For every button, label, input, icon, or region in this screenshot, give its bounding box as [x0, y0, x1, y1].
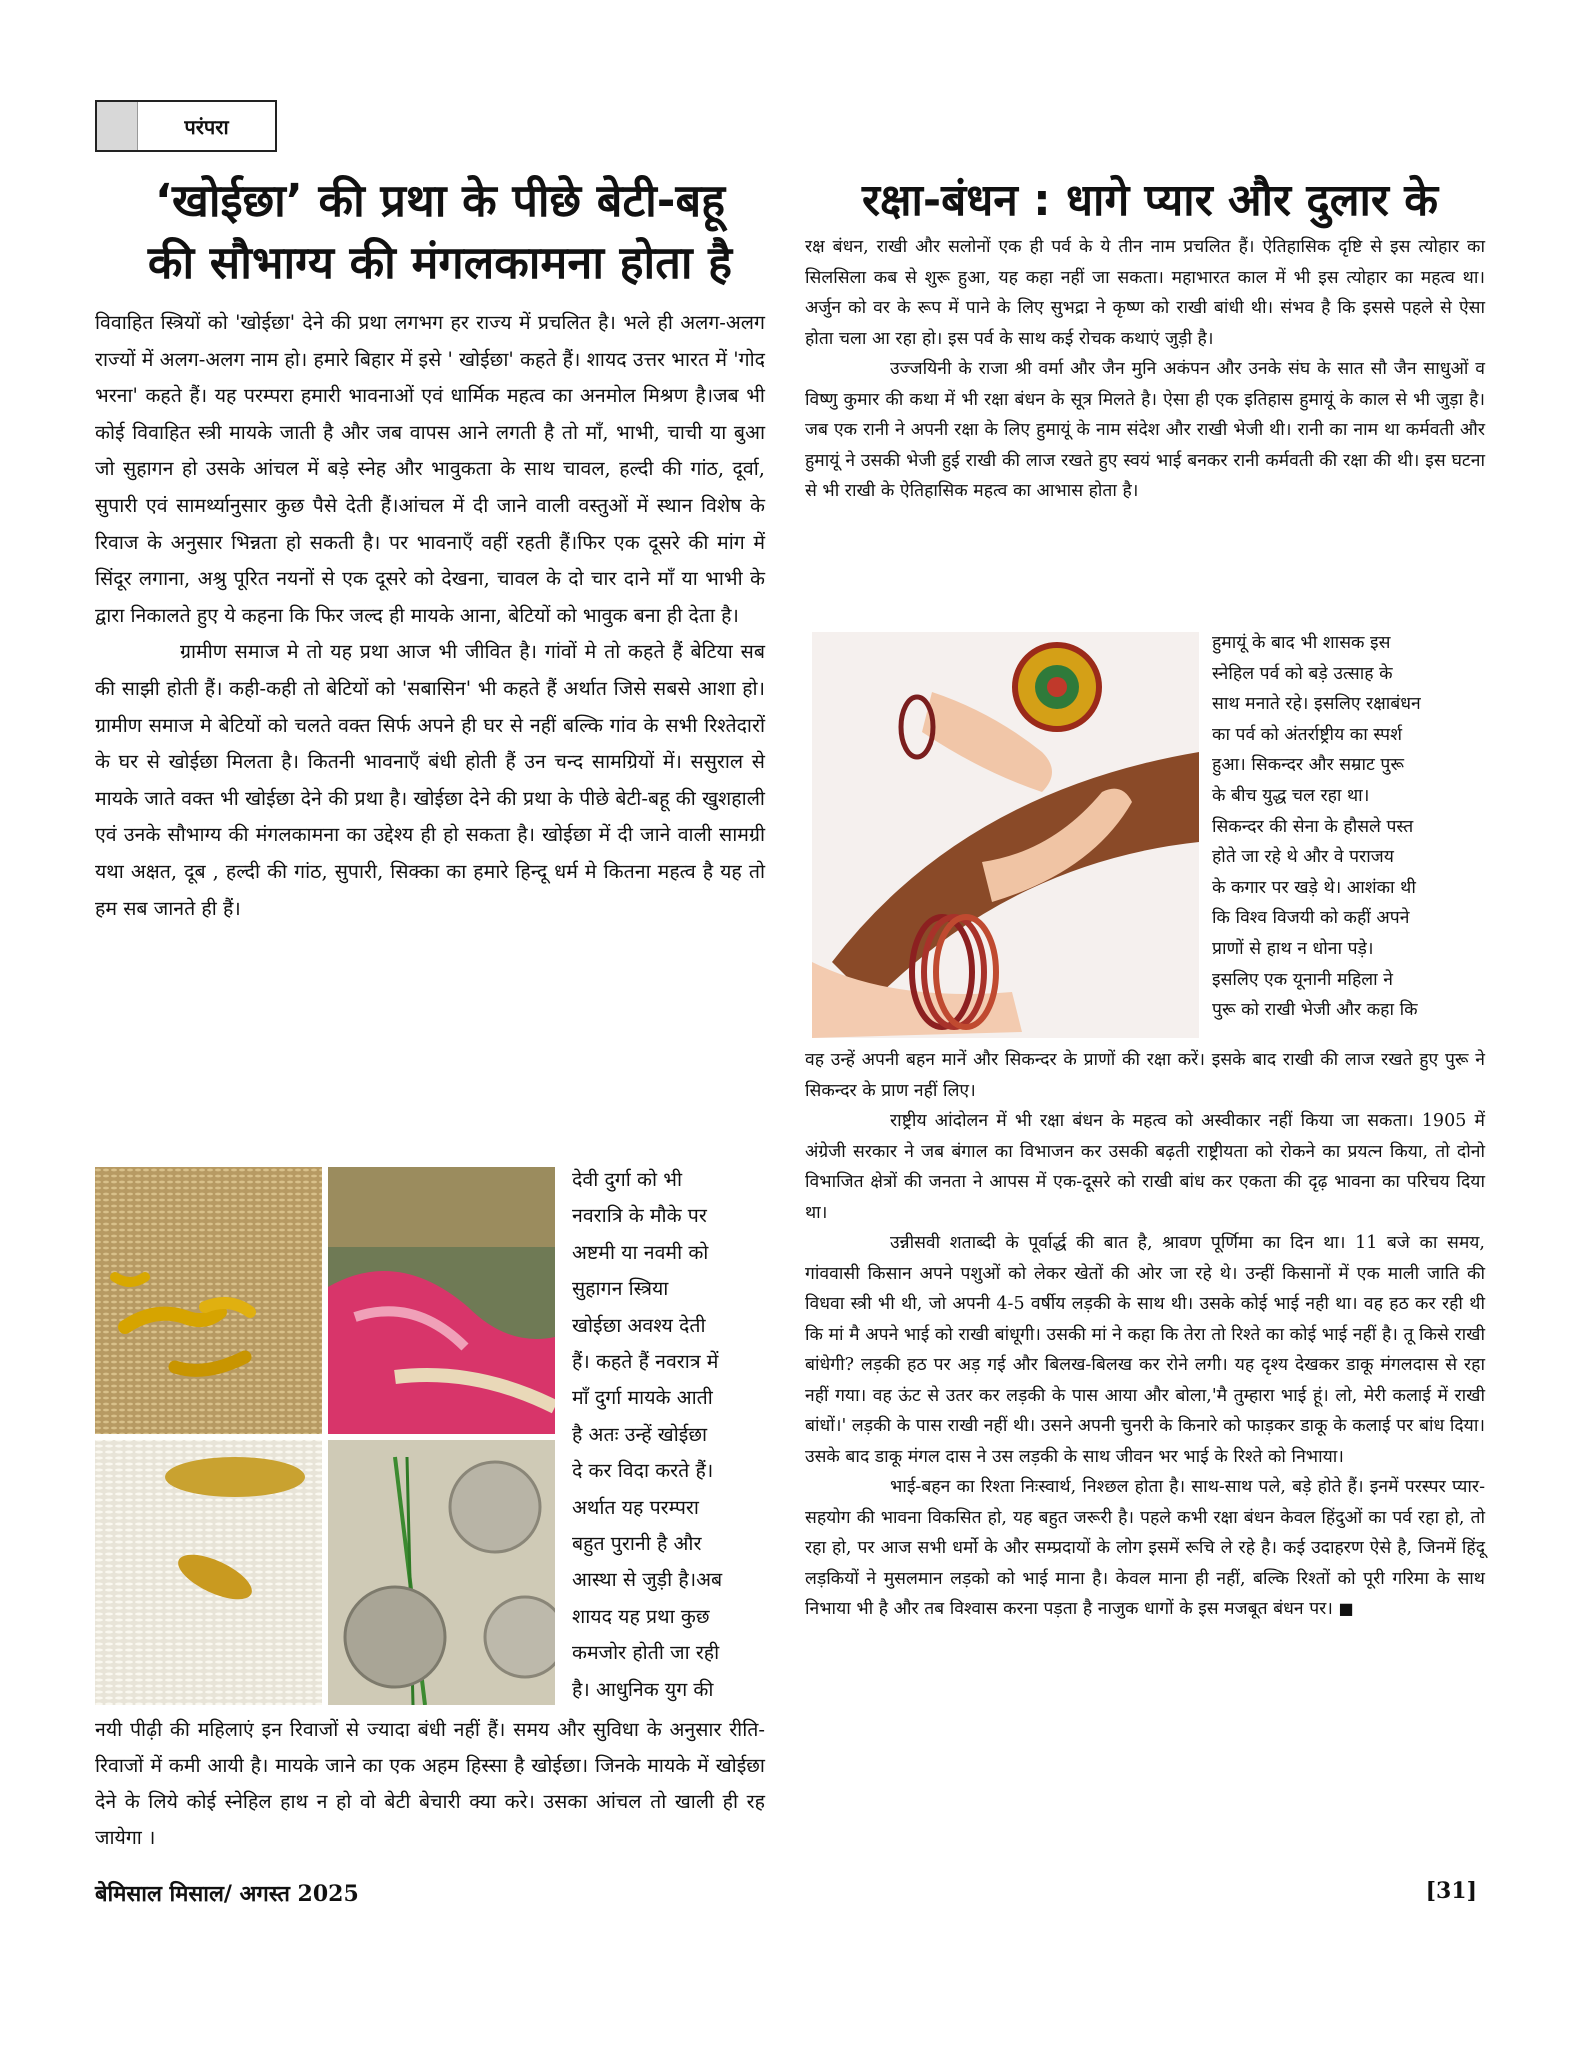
footer-publication	[95, 1878, 359, 1908]
right-paragraph-2: उज्जयिनी के राजा श्री वर्मा और जैन मुनि अकंपन और उनके संघ के सात सौ जैन साधुओं व विष्णु कुमार की कथा में भी रक्षा बंधन के सूत्र मिलते है। ऐसा ही एक इतिहास हुमायूं के काल से भी जुड़ा है। जब एक रानी ने अपनी रक्षा के लिए हुमायूं के नाम संदेश और राखी भेजी थी। रानी का नाम था कर्मवती और हुमायूं ने उसकी भेजी हुई राखी की लाज रखते हुए स्वयं भाई बनकर रानी कर्मवती की रक्षा की थी। इस घटना से भी राखी के ऐतिहासिक महत्व का आभास होता है।	[805, 359, 1485, 501]
section-label-text: परंपरा	[184, 114, 229, 139]
side-line: होते जा रहे थे और वे पराजय	[1212, 847, 1394, 868]
side-line: हैं। कहते हैं नवरात्र में	[572, 1350, 719, 1374]
right-article-body-top	[805, 232, 1485, 507]
side-line: सुहागन स्त्रिया	[572, 1277, 669, 1301]
left-article-closing	[95, 1712, 765, 1856]
right-paragraph-6-text: भाई-बहन का रिश्ता निःस्वार्थ, निश्छल होता है। साथ-साथ पले, बड़े होते हैं। इनमें परस्पर प्यार-सहयोग की भावना विकसित हो, यह बहुत जरूरी है। पहले कभी रक्षा बंधन केवल हिंदुओं का पर्व रहा हो, तो रहा हो, पर आज सभी धर्मो के और सम्प्रदायों के लोग इसमें रूचि ले रहे है। कई उदाहरण ऐसे है, जिनमें हिंदू लड़कियों ने मुसलमान लड़को को भाई माना है। केवल माना ही नहीं, बल्कि रिश्तों को पूरी गरिमा के साथ निभाया भी है और तब विश्वास करना पड़ता है नाजुक धागों के इस मजबूत बंधन पर।	[805, 1477, 1485, 1619]
left-paragraph-2: ग्रामीण समाज मे तो यह प्रथा आज भी जीवित है। गांवों मे तो कहते हैं बेटिया सब की साझी होती हैं। कही-कही तो बेटियों को 'सबासिन' भी कहते हैं अर्थात जिसे सबसे आशा हो। ग्रामीण समाज मे बेटियों को चलते वक्त सिर्फ अपने ही घर से नहीं बल्कि गांव के सभी रिश्तेदारों के घर से खोईछा मिलता है। कितनी भावनाएँ बंधी होती हैं उन चन्द सामग्रियों में। ससुराल से मायके जाते वक्त भी खोईछा देने की प्रथा है। खोईछा देने की प्रथा के पीछे बेटी-बहू की खुशहाली एवं उनके सौभाग्य की मंगलकामना का उद्देश्य ही हो सकता है। खोईछा में दी जाने वाली सामग्री यथा अक्षत, दूब , हल्दी की गांठ, सुपारी, सिक्का का हमारे हिन्दू धर्म मे कितना महत्व है यह तो हम सब जानते ही हैं।	[95, 640, 765, 920]
side-line: का पर्व को अंतर्राष्ट्रीय का स्पर्श	[1212, 724, 1402, 745]
side-line: बहुत पुरानी है और	[572, 1532, 702, 1556]
side-line: देवी दुर्गा को भी	[572, 1168, 683, 1191]
right-paragraph-6	[805, 1472, 1485, 1625]
page-number: [31]	[1425, 1878, 1477, 1904]
side-line: अष्टमी या नवमी को	[572, 1240, 709, 1264]
side-line: साथ मनाते रहे। इसलिए रक्षाबंधन	[1212, 694, 1421, 715]
left-side-column	[572, 1162, 765, 1708]
left-paragraph-end: नयी पीढ़ी की महिलाएं इन रिवाजों से ज्यादा बंधी नहीं हैं। समय और सुविधा के अनुसार रीति-रिवाजों में कमी आयी है। मायके जाने का एक अहम हिस्सा है खोईछा। जिनके मायके में खोईछा देने के लिये कोई स्नेहिल हाथ न हो वो बेटी बेचारी क्या करे। उसका आंचल तो खाली ही रह जायेगा ।	[95, 1718, 765, 1849]
side-line: इसलिए एक यूनानी महिला ने	[1212, 969, 1393, 990]
side-line: के बीच युद्ध चल रहा था।	[1212, 785, 1370, 806]
right-article-headline: रक्षा-बंधन : धागे प्यार और दुलार के	[861, 175, 1439, 226]
right-article-body-bottom	[805, 1045, 1485, 1625]
side-line: सिकन्दर की सेना के हौसले पस्त	[1212, 816, 1414, 837]
right-side-column	[1212, 628, 1485, 1026]
left-headline-line1: ‘खोईछा’ की प्रथा के पीछे बेटी-बहू	[154, 174, 726, 227]
side-line: है। आधुनिक युग की	[572, 1677, 714, 1701]
side-line: खोईछा अवश्य देती	[572, 1313, 706, 1337]
side-line: पुरू को राखी भेजी और कहा कि	[1212, 1000, 1418, 1021]
side-line: अर्थात यह परम्परा	[572, 1495, 699, 1519]
left-paragraph-1: विवाहित स्त्रियों को 'खोईछा' देने की प्रथा लगभग हर राज्य में प्रचलित है। भले ही अलग-अलग राज्यों में अलग-अलग नाम हो। हमारे बिहार में इसे ' खोईछा' कहते हैं। शायद उत्तर भारत में 'गोद भरना' कहते हैं। यह परम्परा हमारी भावनाओं एवं धार्मिक महत्व का अनमोल मिश्रण है।जब भी कोई विवाहित स्त्री मायके जाती है और जब वापस आने लगती है तो माँ, भाभी, चाची या बुआ जो सुहागन हो उसके आंचल में बड़े स्नेह और भावुकता के साथ चावल, हल्दी की गांठ, दूर्वा, सुपारी एवं सामर्थ्यानुसार कुछ पैसे देती हैं।आंचल में दी जाने वाली वस्तुओं में स्थान विशेष के रिवाज के अनुसार भिन्नता हो सकती है। पर भावनाएँ वहीं रहती हैं।फिर एक दूसरे की मांग में सिंदूर लगाना, अश्रु पूरित नयनों से एक दूसरे को देखना, चावल के दो चार दाने माँ या भाभी के द्वारा निकालते हुए ये कहना कि फिर जल्द ही मायके आना, बेटियों को भावुक बना ही देता है।	[95, 311, 765, 627]
side-line: है अतः उन्हें खोईछा	[572, 1422, 708, 1446]
side-line: शायद यह प्रथा कुछ	[572, 1604, 710, 1628]
left-article-headline	[95, 170, 785, 294]
end-mark: ■	[1338, 1599, 1354, 1618]
right-paragraph-5: उन्नीसवी शताब्दी के पूर्वार्द्ध की बात है, श्रावण पूर्णिमा का दिन था। 11 बजे का समय, गांववासी किसान अपने पशुओं को लेकर खेतों की ओर जा रहे थे। उन्हीं किसानों में एक माली जाति की विधवा स्त्री भी थी, जो अपनी 4-5 वर्षीय लड़की के साथ थी। उसके कोई भाई नही था। वह हठ कर रही थी कि मां मै अपने भाई को राखी बांधूगी। उसकी मां ने कहा कि तेरा तो रिश्ते का कोई भाई नहीं है। तू किसे राखी बांधेगी? लड़की हठ पर अड़ गई और बिलख-बिलख कर रोने लगी। यह दृश्य देखकर डाकू मंगलदास से रहा नहीं गया। वह ऊंट से उतर कर लड़की के पास आया और बोला,'मै तुम्हारा भाई हूं। लो, मेरी कलाई में राखी बांधों।' लड़की के पास राखी नहीं थी। उसने अपनी चुनरी के किनारे को फाड़कर डाकू के कलाई पर बांध दिया। उसके बाद डाकू मंगल दास ने उस लड़की के साथ जीवन भर भाई के रिश्ते को निभाया।	[805, 1233, 1485, 1467]
section-label	[95, 100, 277, 152]
right-paragraph-4: राष्ट्रीय आंदोलन में भी रक्षा बंधन के महत्व को अस्वीकार नहीं किया जा सकता। 1905 में अंग्रेजी सरकार ने जब बंगाल का विभाजन कर उसकी बढ़ती राष्ट्रीयता को रोकने का प्रयत्न किया, तो दोनो विभाजित क्षेत्रों की जनता ने आपस में एक-दूसरे को राखी बांध कर एकता की दृढ़ भावना का परिचय दिया था।	[805, 1111, 1485, 1223]
side-line: आस्था से जुड़ी है।अब	[572, 1568, 723, 1592]
side-line: के कगार पर खड़े थे। आशंका थी	[1212, 877, 1416, 898]
left-headline-line2: की सौभाग्य की मंगलकामना होता है	[147, 236, 733, 289]
left-article-body	[95, 305, 765, 927]
side-line: कमजोर होती जा रही	[572, 1641, 720, 1665]
side-line: कि विश्व विजयी को कहीं अपने	[1212, 908, 1410, 929]
issue-date: अगस्त 2025	[239, 1881, 359, 1907]
side-line: दे कर विदा करते हैं।	[572, 1459, 714, 1483]
rakhi-photo	[812, 632, 1199, 1038]
khoichha-photo-collage	[95, 1167, 555, 1705]
side-line: हुआ। सिकन्दर और सम्राट पुरू	[1212, 755, 1404, 776]
right-paragraph-1: रक्ष बंधन, राखी और सलोनों एक ही पर्व के ये तीन नाम प्रचलित हैं। ऐतिहासिक दृष्टि से इस त्योहार का सिलसिला कब से शुरू हुआ, यह कहा नहीं जा सकता। महाभारत काल में भी इस त्योहार का महत्व था। अर्जुन को वर के रूप में पाने के लिए सुभद्रा ने कृष्ण को राखी बांधी थी। संभव है कि इससे पहले से ऐसा होता चला आ रहा हो। इस पर्व के साथ कई रोचक कथाएं जुड़ी है।	[805, 237, 1485, 349]
publication-name: बेमिसाल मिसाल/	[95, 1882, 232, 1907]
section-label-bar	[97, 102, 138, 150]
side-line: प्राणों से हाथ न धोना पड़े।	[1212, 938, 1374, 959]
side-line: माँ दुर्गा मायके आती	[572, 1386, 713, 1410]
rakhi-photo-graphic	[812, 632, 1199, 1038]
side-line: नवरात्रि के मौके पर	[572, 1204, 707, 1228]
side-line: स्नेहिल पर्व को बड़े उत्साह के	[1212, 663, 1393, 684]
side-line: हुमायूं के बाद भी शासक इस	[1212, 633, 1391, 653]
right-paragraph-3-continued: वह उन्हें अपनी बहन मानें और सिकन्दर के प्राणों की रक्षा करें। इसके बाद राखी की लाज रखते हुए पुरू ने सिकन्दर के प्राण नहीं लिए।	[805, 1050, 1485, 1101]
khoichha-collage-graphic	[95, 1167, 555, 1705]
